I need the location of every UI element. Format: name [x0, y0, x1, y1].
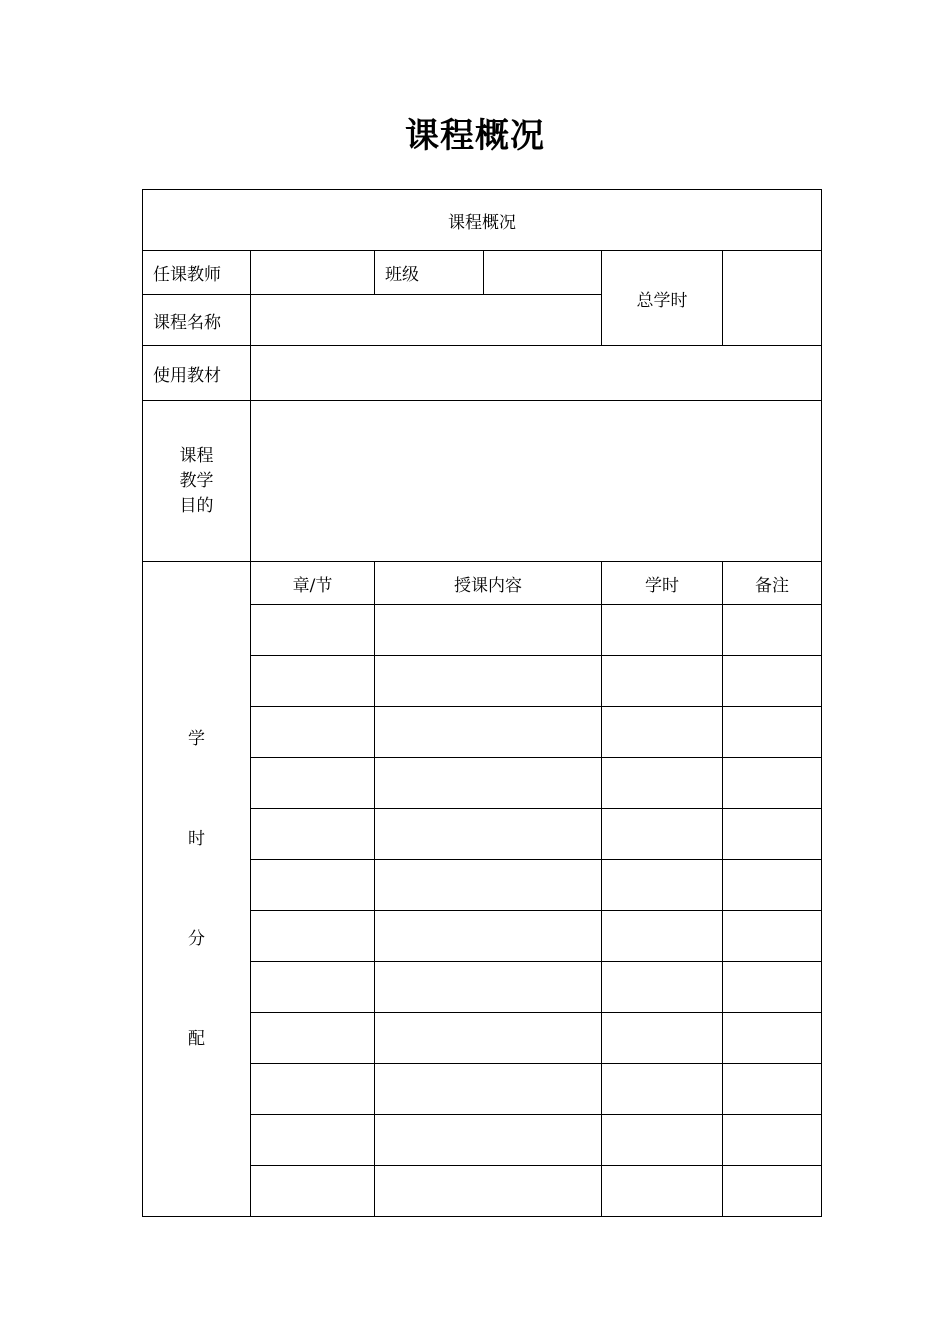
hours-cell[interactable] [602, 1166, 723, 1217]
remarks-cell[interactable] [723, 1166, 822, 1217]
hours-cell[interactable] [602, 911, 723, 962]
allocation-label-char: 分 [188, 929, 205, 949]
hours-cell[interactable] [602, 809, 723, 860]
column-header-hours: 学时 [602, 562, 723, 605]
content-cell[interactable] [375, 860, 602, 911]
remarks-cell[interactable] [723, 911, 822, 962]
column-header-chapter: 章/节 [251, 562, 375, 605]
hours-allocation-label [143, 562, 251, 1217]
content-cell[interactable] [375, 1064, 602, 1115]
objective-label-line: 教学 [179, 470, 214, 491]
remarks-cell[interactable] [723, 860, 822, 911]
remarks-cell[interactable] [723, 707, 822, 758]
chapter-cell[interactable] [251, 809, 375, 860]
hours-cell[interactable] [602, 707, 723, 758]
course-overview-form [142, 189, 822, 1217]
chapter-cell[interactable] [251, 1115, 375, 1166]
remarks-cell[interactable] [723, 1115, 822, 1166]
hours-cell[interactable] [602, 1115, 723, 1166]
allocation-label-char: 学 [188, 729, 205, 749]
remarks-cell[interactable] [723, 656, 822, 707]
total-hours-field[interactable] [723, 251, 822, 346]
course-name-field[interactable] [251, 295, 602, 346]
chapter-cell[interactable] [251, 860, 375, 911]
content-cell[interactable] [375, 758, 602, 809]
hours-cell[interactable] [602, 860, 723, 911]
textbook-label: 使用教材 [143, 346, 251, 401]
chapter-cell[interactable] [251, 605, 375, 656]
content-cell[interactable] [375, 962, 602, 1013]
remarks-cell[interactable] [723, 758, 822, 809]
chapter-cell[interactable] [251, 962, 375, 1013]
chapter-cell[interactable] [251, 1166, 375, 1217]
objective-label-line: 目的 [179, 495, 214, 516]
remarks-cell[interactable] [723, 1064, 822, 1115]
objective-label [143, 401, 251, 562]
content-cell[interactable] [375, 1166, 602, 1217]
textbook-field[interactable] [251, 346, 822, 401]
hours-cell[interactable] [602, 1013, 723, 1064]
content-cell[interactable] [375, 1115, 602, 1166]
remarks-cell[interactable] [723, 605, 822, 656]
hours-cell[interactable] [602, 605, 723, 656]
allocation-label-char: 配 [188, 1029, 205, 1049]
hours-cell[interactable] [602, 758, 723, 809]
content-cell[interactable] [375, 1013, 602, 1064]
class-label: 班级 [375, 251, 484, 295]
chapter-cell[interactable] [251, 656, 375, 707]
allocation-label-char: 时 [188, 829, 205, 849]
chapter-cell[interactable] [251, 707, 375, 758]
course-name-label: 课程名称 [143, 295, 251, 346]
total-hours-label: 总学时 [602, 251, 723, 346]
content-cell[interactable] [375, 911, 602, 962]
hours-cell[interactable] [602, 962, 723, 1013]
remarks-cell[interactable] [723, 962, 822, 1013]
chapter-cell[interactable] [251, 758, 375, 809]
teacher-field[interactable] [251, 251, 375, 295]
content-cell[interactable] [375, 707, 602, 758]
hours-cell[interactable] [602, 1064, 723, 1115]
hours-cell[interactable] [602, 656, 723, 707]
column-header-content: 授课内容 [375, 562, 602, 605]
remarks-cell[interactable] [723, 1013, 822, 1064]
content-cell[interactable] [375, 809, 602, 860]
remarks-cell[interactable] [723, 809, 822, 860]
teacher-label: 任课教师 [143, 251, 251, 295]
class-field[interactable] [484, 251, 602, 295]
form-header: 课程概况 [143, 190, 822, 251]
chapter-cell[interactable] [251, 911, 375, 962]
chapter-cell[interactable] [251, 1013, 375, 1064]
page-title: 课程概况 [405, 116, 545, 156]
objective-label-line: 课程 [179, 445, 214, 466]
chapter-cell[interactable] [251, 1064, 375, 1115]
objective-field[interactable] [251, 401, 822, 562]
content-cell[interactable] [375, 656, 602, 707]
table-right-border [821, 189, 822, 1213]
content-cell[interactable] [375, 605, 602, 656]
column-header-remarks: 备注 [723, 562, 822, 605]
